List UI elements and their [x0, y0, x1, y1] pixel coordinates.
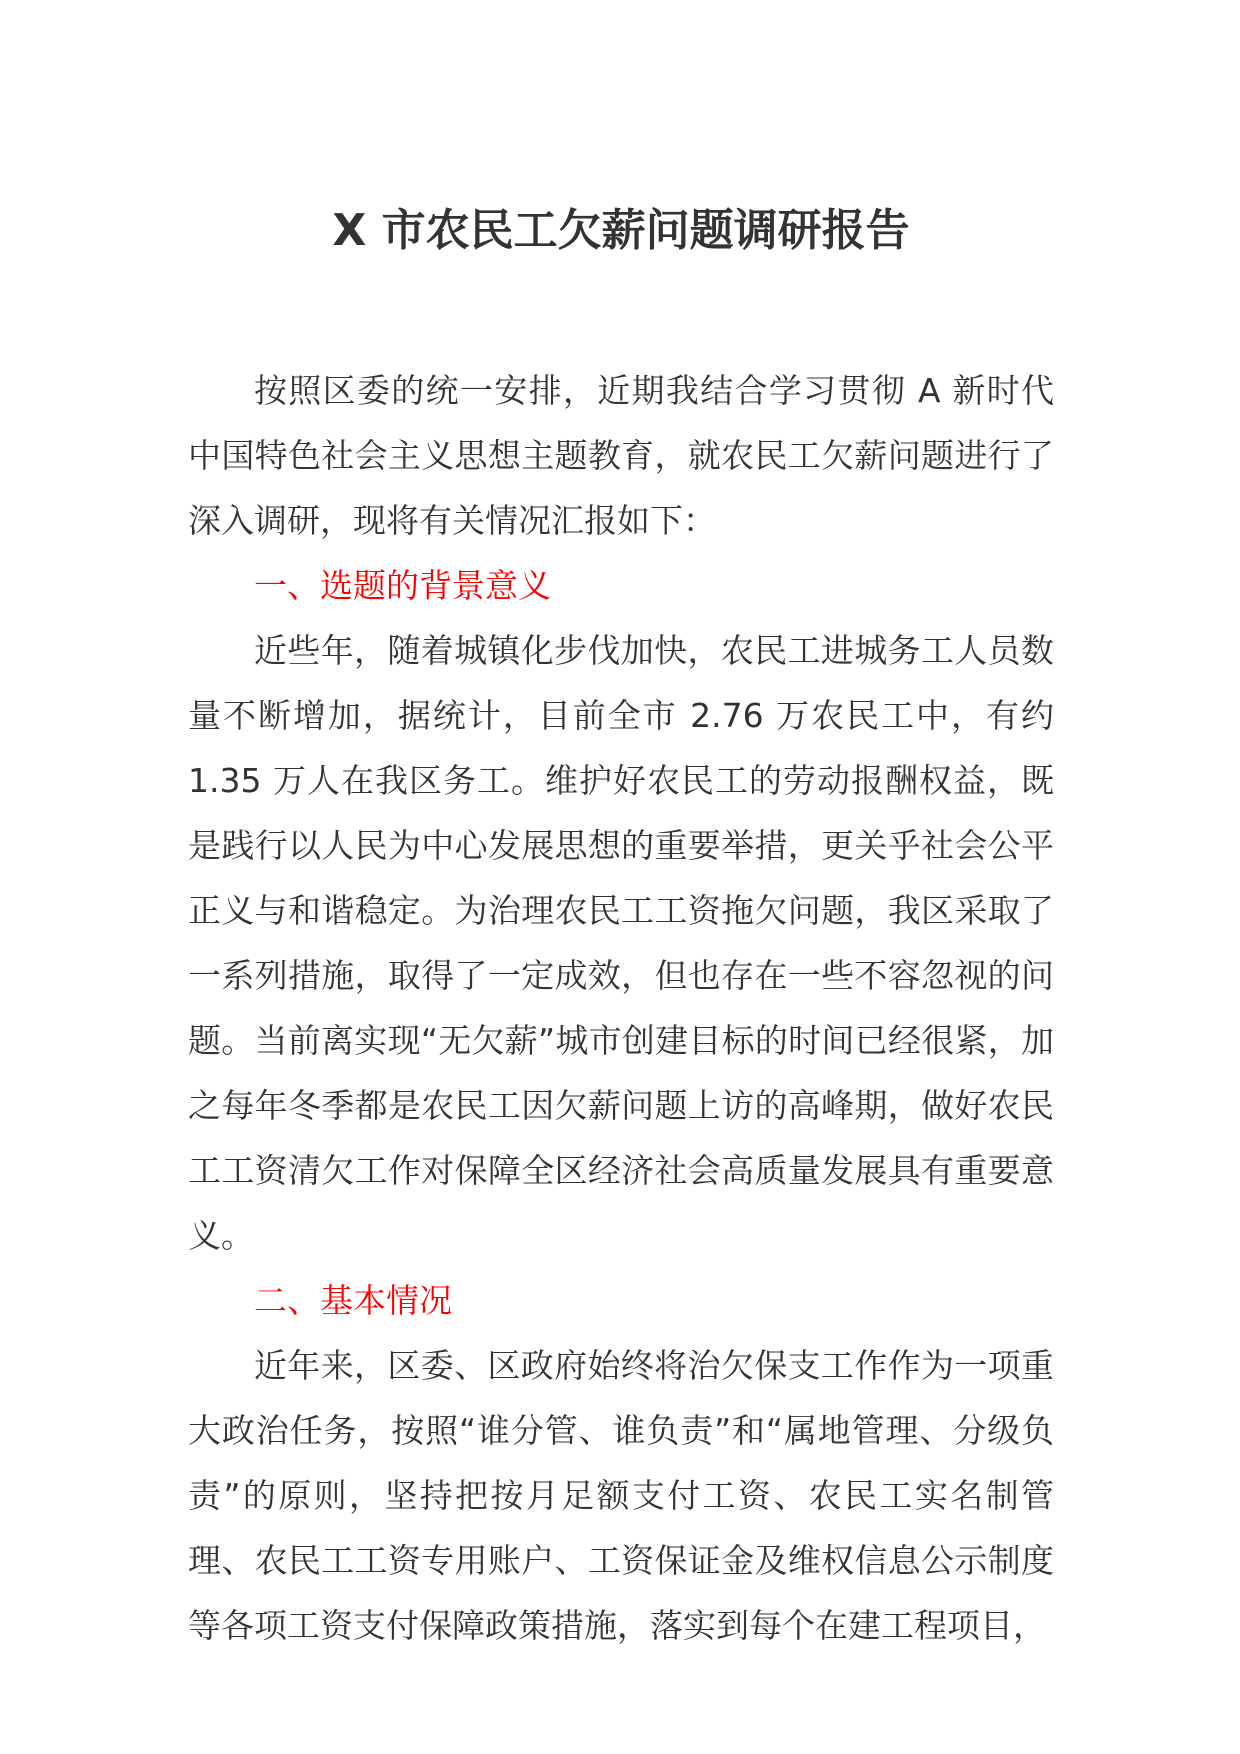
document-title: X 市农民工欠薪问题调研报告 — [332, 205, 910, 256]
section2-paragraph: 近年来，区委、区政府始终将治欠保支工作作为一项重大政治任务，按照“谁分管、谁负责”和“属地管理、分级负责”的原则，坚持把按月足额支付工资、农民工实名制管理、农民工工资专用账户、工资保证金及维权信息公示制度等各项工资支付保障政策措施，落实到每个在建工程项目， — [188, 1346, 1054, 1645]
section2-heading: 二、基本情况 — [254, 1281, 452, 1320]
intro-paragraph: 按照区委的统一安排，近期我结合学习贯彻 A 新时代中国特色社会主义思想主题教育，就农民工欠薪问题进行了深入调研，现将有关情况汇报如下： — [188, 371, 1054, 540]
document-body — [188, 358, 1054, 1658]
document-page — [188, 196, 1054, 1658]
section1-heading: 一、选题的背景意义 — [254, 566, 551, 605]
section1-paragraph: 近些年，随着城镇化步伐加快，农民工进城务工人员数量不断增加，据统计，目前全市 2.76 万农民工中，有约 1.35 万人在我区务工。维护好农民工的劳动报酬权益，既是践行以人民为中心发展思想的重要举措，更关乎社会公平正义与和谐稳定。为治理农民工工资拖欠问题，我区采取了一系列措施，取得了一定成效，但也存在一些不容忽视的问题。当前离实现“无欠薪”城市创建目标的时间已经很紧，加之每年冬季都是农民工因欠薪问题上访的高峰期，做好农民工工资清欠工作对保障全区经济社会高质量发展具有重要意义。 — [188, 631, 1054, 1255]
